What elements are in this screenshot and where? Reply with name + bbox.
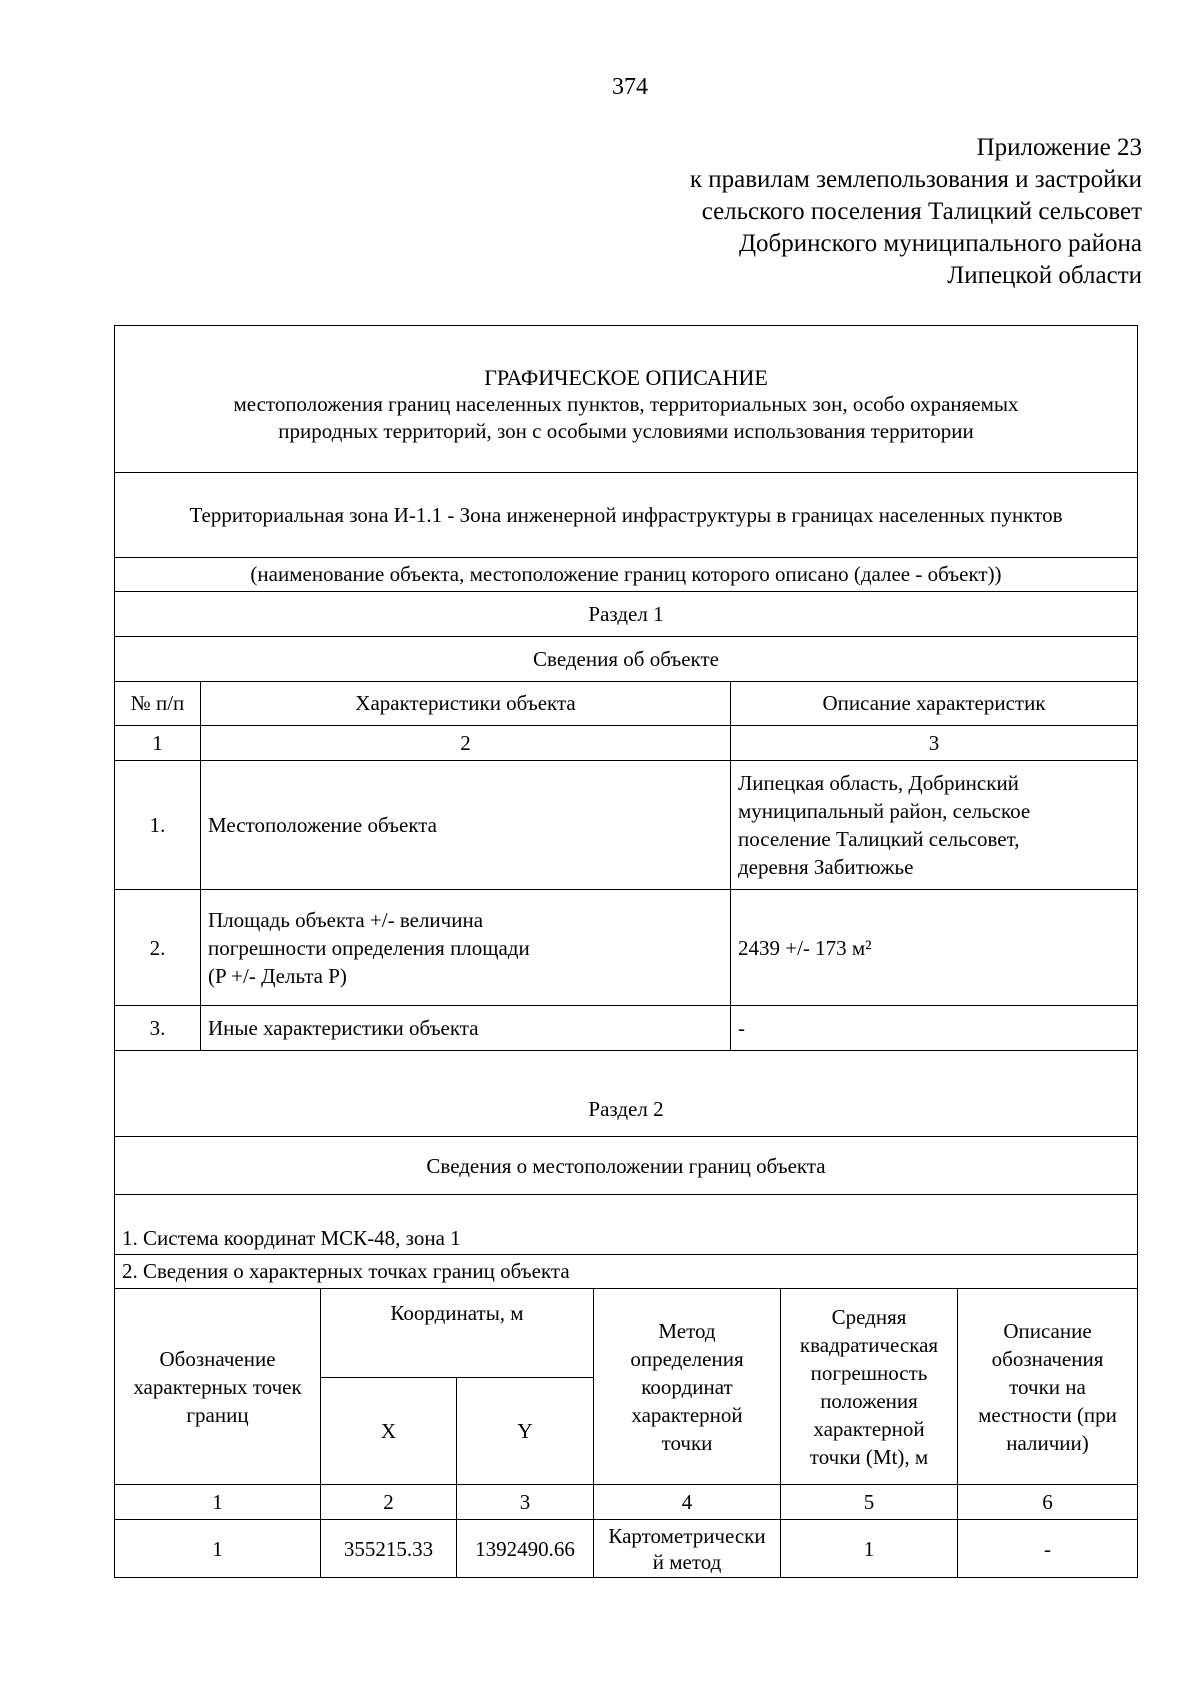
point-id: 1: [115, 1520, 321, 1578]
column-number-row: [115, 1485, 1137, 1520]
point-description: -: [958, 1520, 1138, 1578]
table-header-row: [115, 682, 1137, 726]
column-header: Характеристики объекта: [201, 682, 731, 726]
form-subtitle: местоположения границ населенных пунктов, территориальных зон, особо охраняемых: [233, 392, 1019, 416]
appendix-line: Добринского муниципального района: [738, 230, 1142, 257]
column-header: Метод определения координат характерной точки: [594, 1289, 781, 1485]
column-number: 4: [594, 1485, 781, 1520]
table-header-row: [115, 1289, 1137, 1378]
row-number: 1.: [115, 761, 201, 890]
row-number: 2.: [115, 890, 201, 1006]
column-number: 1: [115, 726, 201, 761]
form-subtitle: природных территорий, зон с особыми условиями использования территории: [278, 419, 974, 443]
appendix-header: [690, 132, 1142, 292]
column-header: Координаты, м: [321, 1289, 594, 1378]
form-title: ГРАФИЧЕСКОЕ ОПИСАНИЕ: [484, 365, 768, 390]
description-form: [114, 325, 1138, 1578]
column-header: Описание характеристик: [731, 682, 1138, 726]
appendix-line: к правилам землепользования и застройки: [689, 166, 1142, 193]
points-table: [115, 1289, 1137, 1577]
table-row: [115, 1006, 1137, 1051]
section1-title: Раздел 1: [115, 592, 1137, 637]
column-header: X: [321, 1378, 457, 1485]
appendix-line: Приложение 23: [976, 134, 1142, 161]
column-number: 3: [457, 1485, 594, 1520]
column-number: 3: [731, 726, 1138, 761]
column-number: 6: [958, 1485, 1138, 1520]
description-cell: Липецкая область, Добринский муниципальный район, сельское поселение Талицкий сельсовет, деревня Забитюжье: [731, 761, 1138, 890]
column-number: 2: [201, 726, 731, 761]
table-row: [115, 890, 1137, 1006]
object-caption: (наименование объекта, местоположение границ которого описано (далее - объект)): [115, 558, 1137, 592]
column-header: Средняя квадратическая погрешность положения характерной точки (Mt), м: [781, 1289, 958, 1485]
column-number: 2: [321, 1485, 457, 1520]
description-cell: 2439 +/- 173 м²: [731, 890, 1138, 1006]
column-number: 5: [781, 1485, 958, 1520]
method-cell: Картометрически й метод: [594, 1520, 781, 1578]
points-title: 2. Сведения о характерных точках границ объекта: [115, 1255, 1137, 1289]
section1-subtitle: Сведения об объекте: [115, 637, 1137, 682]
characteristic-cell: Иные характеристики объекта: [201, 1006, 731, 1051]
section2-title: Раздел 2: [115, 1051, 1137, 1137]
table-row: [115, 761, 1137, 890]
column-header: Y: [457, 1378, 594, 1485]
column-number-row: [115, 726, 1137, 761]
column-header: Описание обозначения точки на местности (при наличии): [958, 1289, 1138, 1485]
object-name: Территориальная зона И-1.1 - Зона инженерной инфраструктуры в границах населенных пунктов: [115, 473, 1137, 558]
appendix-line: Липецкой области: [947, 262, 1142, 289]
characteristic-cell: Площадь объекта +/- величина погрешности определения площади (P +/- Дельта P): [201, 890, 731, 1006]
coord-x: 355215.33: [321, 1520, 457, 1578]
coord-y: 1392490.66: [457, 1520, 594, 1578]
column-number: 1: [115, 1485, 321, 1520]
row-number: 3.: [115, 1006, 201, 1051]
points-table-wrap: [115, 1289, 1137, 1577]
page-number: 374: [612, 74, 648, 100]
column-header: № п/п: [115, 682, 201, 726]
form-title-block: [115, 326, 1137, 473]
accuracy-cell: 1: [781, 1520, 958, 1578]
column-header: Обозначение характерных точек границ: [115, 1289, 321, 1485]
section2-subtitle: Сведения о местоположении границ объекта: [115, 1137, 1137, 1195]
description-cell: -: [731, 1006, 1138, 1051]
appendix-line: сельского поселения Талицкий сельсовет: [701, 198, 1142, 225]
object-info-table-wrap: [115, 682, 1137, 1051]
object-info-table: [115, 682, 1137, 1050]
table-row: [115, 1520, 1137, 1578]
coordinate-system: 1. Система координат МСК-48, зона 1: [115, 1195, 1137, 1255]
characteristic-cell: Местоположение объекта: [201, 761, 731, 890]
